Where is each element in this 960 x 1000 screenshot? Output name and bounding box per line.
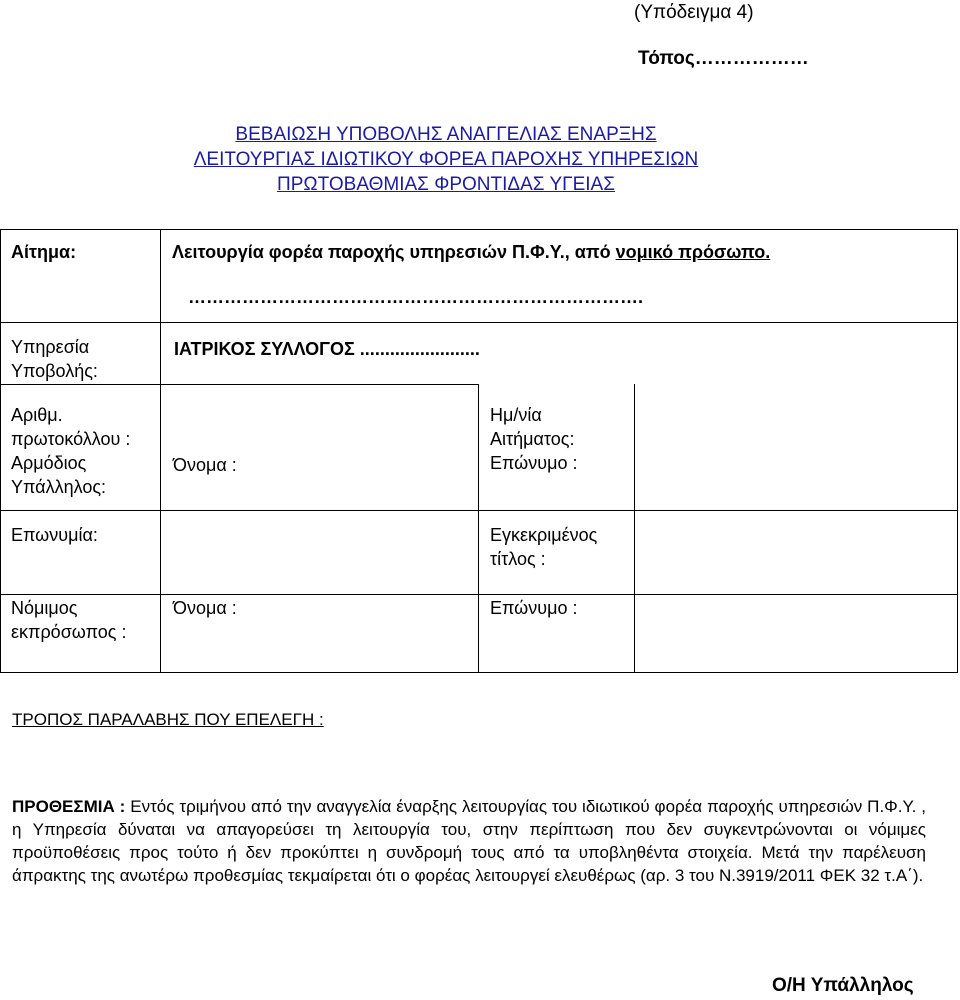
protocol-label: Αριθμ. πρωτοκόλλου : (11, 405, 131, 449)
request-value-link: νομικό πρόσωπο. (615, 242, 771, 262)
title-line-2: ΛΕΙΤΟΥΡΓΙΑΣ ΙΔΙΩΤΙΚΟΥ ΦΟΡΕΑ ΠΑΡΟΧΗΣ ΥΠΗΡΕΣΙΩΝ (193, 149, 699, 170)
request-value-prefix: Λειτουργία φορέα παροχής υπηρεσιών Π.Φ.Υ., από (172, 242, 616, 262)
legal-rep-last-name-label: Επώνυμο : (490, 598, 578, 618)
company-label: Επωνυμία: (11, 525, 98, 545)
officer-last-name-label: Επώνυμο : (490, 453, 578, 473)
column-separator (160, 229, 161, 673)
sample-label: (Υπόδειγμα 4) (634, 2, 754, 23)
request-label: Αίτημα: (11, 242, 77, 262)
table-border-bottom (0, 672, 958, 673)
receipt-method-heading: ΤΡΟΠΟΣ ΠΑΡΑΛΑΒΗΣ ΠΟΥ ΕΠΕΛΕΓΗ : (12, 710, 324, 729)
request-value (172, 240, 770, 264)
deadline-label: ΠΡΟΘΕΣΜΙΑ : (12, 797, 126, 816)
service-value: ΙΑΤΡΙΚΟΣ ΣΥΛΛΟΓΟΣ ........................ (174, 339, 480, 359)
column-separator (634, 384, 635, 673)
row-separator (0, 322, 958, 323)
place-line: Τόπος……………… (638, 48, 809, 69)
service-label: Υπηρεσία Υποβολής: (11, 337, 98, 381)
deadline-paragraph (12, 795, 926, 887)
column-separator (478, 384, 479, 673)
request-date-label: Ημ/νία Αιτήματος: (490, 405, 575, 449)
row-separator (0, 384, 160, 385)
document-title (0, 122, 892, 197)
officer-label: Αρμόδιος Υπάλληλος: (11, 453, 107, 497)
table-border-right (957, 229, 958, 673)
title-line-1: ΒΕΒΑΙΩΣΗ ΥΠΟΒΟΛΗΣ ΑΝΑΓΓΕΛΙΑΣ ΕΝΑΡΞΗΣ (235, 124, 657, 145)
row-separator (0, 510, 958, 511)
form-table (0, 229, 960, 673)
officer-first-name-label: Όνομα : (173, 455, 237, 475)
legal-rep-label: Νόμιμος εκπρόσωπος : (11, 598, 127, 642)
signature-label: Ο/Η Υπάλληλος (772, 975, 914, 996)
title-line-3: ΠΡΩΤΟΒΑΘΜΙΑΣ ΦΡΟΝΤΙΔΑΣ ΥΓΕΙΑΣ (277, 174, 615, 195)
request-dots: …………………………………………………………………. (188, 287, 644, 307)
table-border-top (0, 229, 958, 230)
row-separator (160, 384, 478, 385)
approved-title-label: Εγκεκριμένος τίτλος : (490, 525, 598, 569)
legal-rep-first-name-label: Όνομα : (173, 598, 237, 618)
deadline-text: Εντός τριμήνου από την αναγγελία έναρξης λειτουργίας του ιδιωτικού φορέα παροχής υπηρεσιών Π.Φ.Υ. , η Υπηρεσία δύναται να απαγορεύσει τη λειτουργία του, στην περίπτωση που δεν συγκεντρώνονται οι νόμιμες προϋποθέσεις προς τούτο ή δεν προκύπτει η συνδρομή τους από τα υποβληθέντα στοιχεία. Μετά την παρέλευση άπρακτης της ανωτέρω προθεσμίας τεκμαίρεται ότι ο φορέας λειτουργεί ελευθέρως (αρ. 3 του Ν.3919/2011 ΦΕΚ 32 τ.Α΄). (12, 797, 926, 885)
row-separator (0, 594, 958, 595)
table-border-left (0, 229, 1, 673)
